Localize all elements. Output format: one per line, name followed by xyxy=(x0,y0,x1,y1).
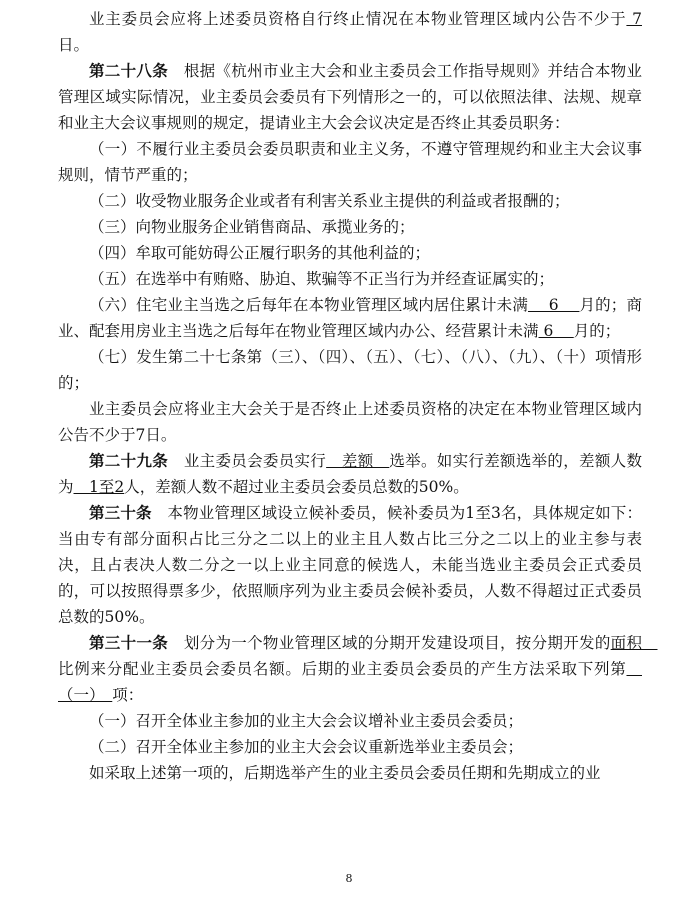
filled-blank: 1至2 xyxy=(73,478,125,496)
text-run: 项： xyxy=(112,686,144,704)
paragraph-p1 xyxy=(58,6,642,58)
paragraph-p9 xyxy=(58,344,642,396)
paragraph-p14 xyxy=(58,708,642,734)
paragraph-p16 xyxy=(58,760,642,786)
text-run: 划分为一个物业管理区域的分期开发建设项目，按分期开发的 xyxy=(168,634,611,652)
text-run: 本物业管理区域设立候补委员，候补委员为1至3名，具体规定如下：当由专有部分面积占比三分之二以上的业主且人数占比三分之二以上的业主参与表决，且占表决人数二分之一以上业主同意的候选人，未能当选业主委员会正式委员的，可以按照得票多少，依照顺序列为业主委员会候补委员，人数不得超过正式委员总数的50%。 xyxy=(58,504,642,626)
paragraph-p15 xyxy=(58,734,642,760)
filled-blank: 7 xyxy=(626,10,642,28)
text-run: （二）收受物业服务企业或者有利害关系业主提供的利益或者报酬的； xyxy=(89,192,570,210)
paragraph-p3 xyxy=(58,136,642,188)
text-run: 日。 xyxy=(58,36,90,54)
paragraph-p7 xyxy=(58,266,642,292)
article-heading: 第三十一条 xyxy=(89,633,169,652)
text-run: 人，差额人数不超过业主委员会委员总数的50%。 xyxy=(124,478,469,496)
paragraph-p13 xyxy=(58,630,658,708)
text-run: 如采取上述第一项的，后期选举产生的业主委员会委员任期和先期成立的业 xyxy=(89,764,601,782)
paragraph-p4 xyxy=(58,188,642,214)
article-heading: 第三十条 xyxy=(89,503,152,522)
filled-blank: 面积 xyxy=(610,634,658,652)
paragraph-p11 xyxy=(58,448,642,500)
page-number: 8 xyxy=(345,872,353,885)
text-run: （二）召开全体业主参加的业主大会会议重新选举业主委员会； xyxy=(89,738,524,756)
filled-blank: 差额 xyxy=(326,452,390,470)
text-run: 业主委员会委员实行 xyxy=(168,452,327,470)
paragraph-p6 xyxy=(58,240,642,266)
paragraph-p8 xyxy=(58,292,642,344)
paragraph-p5 xyxy=(58,214,642,240)
text-run: （一）召开全体业主参加的业主大会会议增补业主委员会委员； xyxy=(89,712,524,730)
document-body xyxy=(58,6,658,786)
text-run: 月的；商业、配套用房业主当选之后每年在物业管理区域内办公、经营累计未满 xyxy=(58,296,642,340)
text-run: （五）在选举中有贿赂、胁迫、欺骗等不正当行为并经查证属实的； xyxy=(89,270,555,288)
paragraph-p2 xyxy=(58,58,642,136)
paragraph-p12 xyxy=(58,500,642,630)
paragraph-p10 xyxy=(58,396,642,448)
text-run: （四）牟取可能妨碍公正履行职务的其他利益的； xyxy=(89,244,431,262)
text-run: 业主委员会应将上述委员资格自行终止情况在本物业管理区域内公告不少于 xyxy=(89,10,627,28)
filled-blank: 6 xyxy=(528,296,580,314)
text-run: 根据《杭州市业主大会和业主委员会工作指导规则》并结合本物业管理区域实际情况，业主委员会委员有下列情形之一的，可以依照法律、法规、规章和业主大会议事规则的规定，提请业主大会会议决定是否终止其委员职务： xyxy=(58,62,642,132)
text-run: 比例来分配业主委员会委员名额。后期的业主委员会委员的产生方法采取下列第 xyxy=(58,660,627,678)
filled-blank: （一） xyxy=(58,660,642,704)
article-heading: 第二十九条 xyxy=(89,451,169,470)
text-run: 业主委员会应将业主大会关于是否终止上述委员资格的决定在本物业管理区域内公告不少于7日。 xyxy=(58,400,642,444)
filled-blank: 6 xyxy=(538,322,574,340)
text-run: （三）向物业服务企业销售商品、承揽业务的； xyxy=(89,218,415,236)
text-run: （七）发生第二十七条第（三）、（四）、（五）、（七）、（八）、（九）、（十）项情形的； xyxy=(58,348,642,392)
text-run: （一）不履行业主委员会委员职责和业主义务，不遵守管理规约和业主大会议事规则，情节严重的； xyxy=(58,140,642,184)
article-heading: 第二十八条 xyxy=(89,61,169,80)
text-run: 月的； xyxy=(573,322,621,340)
text-run: 选举。如实行差额选举的，差额人数为 xyxy=(58,452,642,496)
text-run: （六）住宅业主当选之后每年在本物业管理区域内居住累计未满 xyxy=(89,296,529,314)
